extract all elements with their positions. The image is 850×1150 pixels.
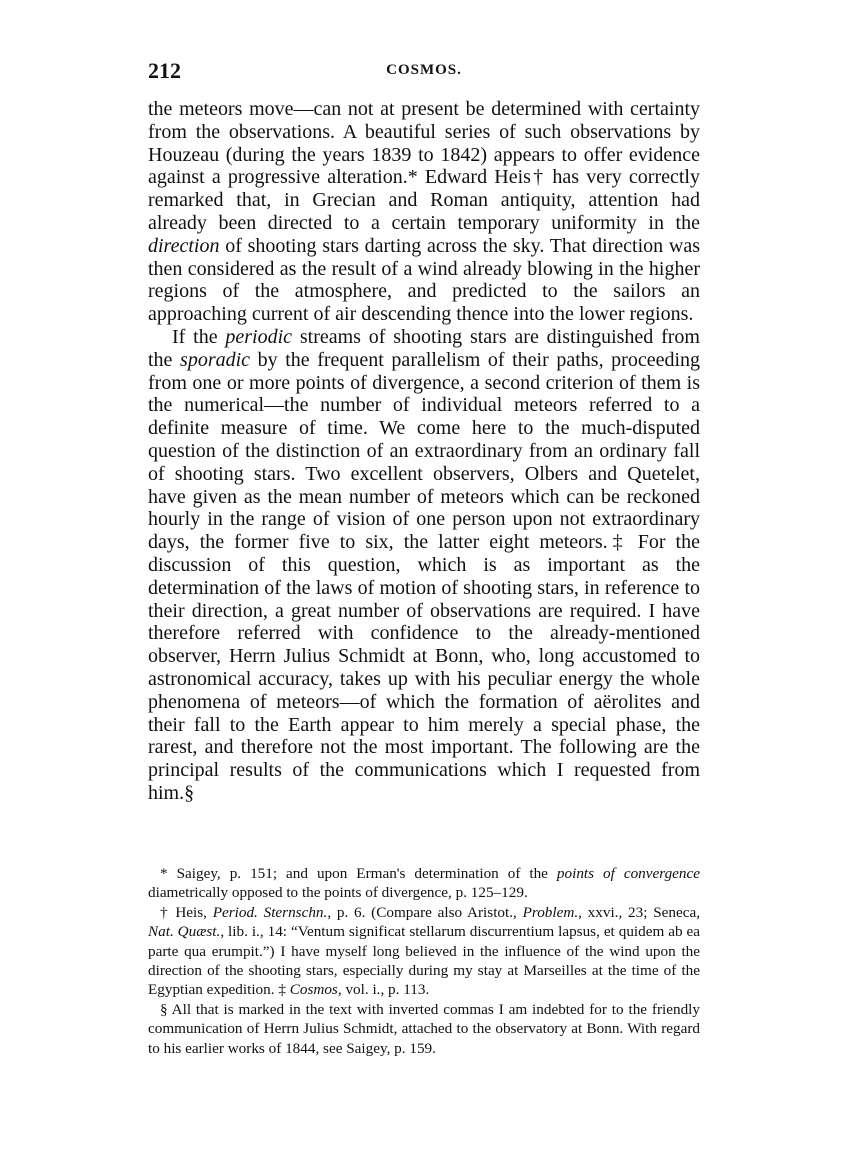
text-run: , vol. i., p. 113.: [337, 981, 430, 999]
italic-term: Cosmos: [289, 981, 338, 999]
text-run: § All that is marked in the text with inverted commas I am indebted for to the friendly communication of Herrn Julius Schmidt, attached to the observatory at Bonn. With regard to his earlier works of 1844, see Saigey, p. 159.: [148, 1000, 700, 1057]
text-run: by the frequent parallelism of their paths, proceeding from one or more points of divergence, a second criterion of them is the numerical—the number of individual meteors referred to a definite measure of time. We come here to the much-disputed question of the distinction of an extraordinary from an ordinary fall of shooting stars. Two excellent observers, Olbers and Quetelet, have given as the mean number of meteors which can be reckoned hourly in the range of vision of one person upon not extraordinary days, the former five to six, the latter eight meteors.‡ For the discussion of this question, which is as important as the determination of the laws of motion of shooting stars, in reference to their direction, a great number of observations are required. I have therefore referred with confidence to the already-mentioned observer, Herrn Julius Schmidt at Bonn, who, long accustomed to astronomical accuracy, takes up with his peculiar energy the whole phenomena of meteors—of which the formation of aërolites and their fall to the Earth appear to him merely a special phase, the rarest, and therefore not the most important. The following are the principal results of the communications which I requested from him.§: [148, 348, 701, 804]
footnote-3: [148, 1000, 700, 1058]
page-header: [148, 58, 700, 88]
italic-term: periodic: [225, 325, 293, 348]
text-run: the meteors move—can not at present be determined with certainty from the observations. A beautiful series of such observations by Houzeau (during the years 1839 to 1842) appears to offer evidence against a progressive alteration.* Edward Heis† has very correctly remarked that, in Grecian and Roman antiquity, attention had already been directed to a certain temporary uniformity in the: [148, 98, 700, 234]
text-run: † Heis,: [160, 903, 213, 921]
paragraph-2: [148, 326, 700, 805]
footnote-1: [148, 864, 700, 903]
body-text: [148, 98, 700, 805]
text-run: , p. 6. (Compare also Aristot.,: [327, 903, 523, 921]
italic-term: points of convergence: [556, 865, 700, 882]
text-run: diametrically opposed to the points of divergence, p. 125–129.: [148, 884, 528, 902]
paragraph-1: [148, 98, 700, 326]
footnote-2: [148, 903, 700, 1000]
italic-term: Period. Sternschn.: [212, 903, 328, 921]
text-run: If the: [172, 325, 226, 348]
page-number: 212: [148, 58, 181, 83]
footnotes: [148, 864, 700, 1058]
italic-term: sporadic: [180, 348, 251, 371]
text-run: of shooting stars darting across the sky. That direction was then considered as the result of a wind already blowing in the higher regions of the atmosphere, and predicted to the sailors an approaching current of air descending thence into the lower regions.: [148, 234, 700, 326]
text-run: * Saigey, p. 151; and upon Erman's determination of the: [160, 865, 557, 882]
running-head: COSMOS.: [386, 62, 462, 78]
italic-term: Problem.: [522, 903, 579, 921]
text-run: , lib. i., 14: “Ventum significat stellarum discurrentium lapsus, et quidem ab ea parte qua erumpit.”) I have myself long believed in the influence of the wind upon the direction of the shooting stars, especially during my stay at Marseilles at the time of the Egyptian expedition. ‡: [148, 923, 700, 999]
italic-term: direction: [148, 234, 220, 257]
text-run: , xxvi., 23; Seneca,: [578, 903, 700, 921]
italic-term: Nat. Quæst.: [148, 923, 221, 941]
text-run: streams of shooting stars are distinguished from the: [148, 325, 700, 371]
